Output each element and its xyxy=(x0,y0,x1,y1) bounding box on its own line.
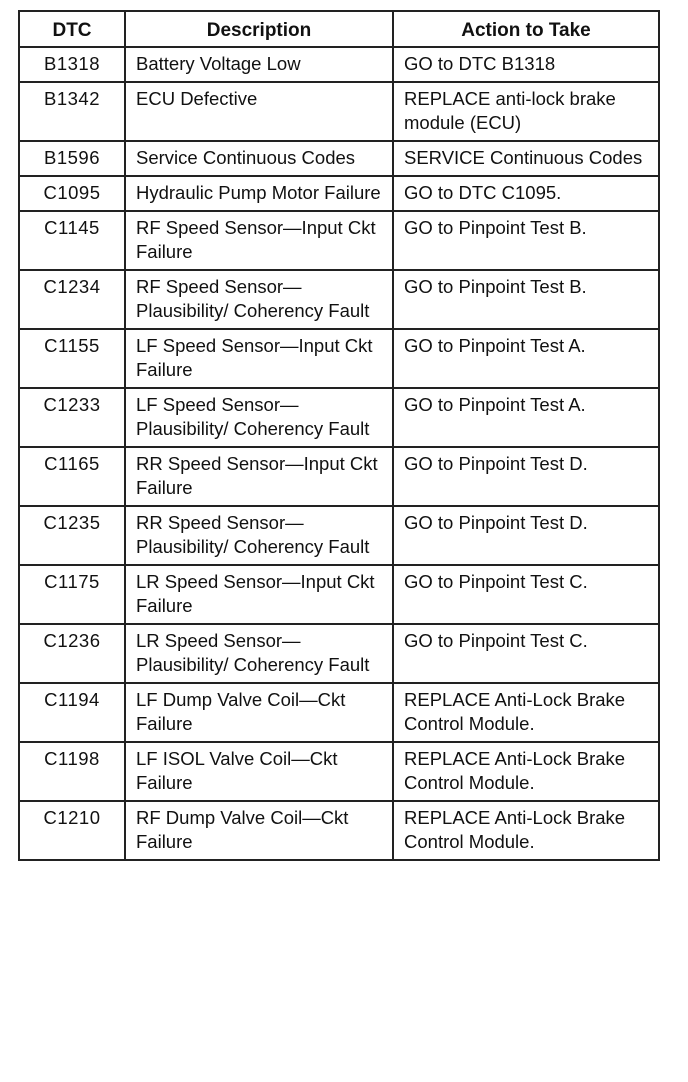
description-cell: RR Speed Sensor—Input Ckt Failure xyxy=(125,447,393,506)
table-row xyxy=(19,270,659,329)
action-cell: SERVICE Continuous Codes xyxy=(393,141,659,176)
dtc-code: C1233 xyxy=(19,388,125,447)
dtc-code: C1234 xyxy=(19,270,125,329)
table-row xyxy=(19,176,659,211)
description-cell: LF Speed Sensor—Input Ckt Failure xyxy=(125,329,393,388)
table-row xyxy=(19,211,659,270)
dtc-code: B1342 xyxy=(19,82,125,141)
action-cell: GO to Pinpoint Test A. xyxy=(393,329,659,388)
description-cell: LF ISOL Valve Coil—Ckt Failure xyxy=(125,742,393,801)
dtc-code: C1236 xyxy=(19,624,125,683)
table-row xyxy=(19,683,659,742)
description-cell: LR Speed Sensor—Plausibility/ Coherency Fault xyxy=(125,624,393,683)
action-cell: GO to Pinpoint Test B. xyxy=(393,270,659,329)
description-cell: RF Dump Valve Coil—Ckt Failure xyxy=(125,801,393,860)
action-cell: REPLACE Anti-Lock Brake Control Module. xyxy=(393,742,659,801)
description-cell: RF Speed Sensor—Plausibility/ Coherency Fault xyxy=(125,270,393,329)
dtc-code: C1165 xyxy=(19,447,125,506)
description-cell: Hydraulic Pump Motor Failure xyxy=(125,176,393,211)
header-description: Description xyxy=(125,11,393,47)
action-cell: GO to Pinpoint Test A. xyxy=(393,388,659,447)
dtc-code: C1145 xyxy=(19,211,125,270)
description-cell: LF Speed Sensor—Plausibility/ Coherency Fault xyxy=(125,388,393,447)
header-row xyxy=(19,11,659,47)
description-cell: Service Continuous Codes xyxy=(125,141,393,176)
table-row xyxy=(19,447,659,506)
header-dtc: DTC xyxy=(19,11,125,47)
header-action: Action to Take xyxy=(393,11,659,47)
action-cell: REPLACE Anti-Lock Brake Control Module. xyxy=(393,683,659,742)
action-cell: GO to Pinpoint Test B. xyxy=(393,211,659,270)
table-row xyxy=(19,742,659,801)
description-cell: ECU Defective xyxy=(125,82,393,141)
dtc-code: C1194 xyxy=(19,683,125,742)
dtc-code: C1210 xyxy=(19,801,125,860)
dtc-code: C1235 xyxy=(19,506,125,565)
action-cell: GO to Pinpoint Test D. xyxy=(393,506,659,565)
table-row xyxy=(19,141,659,176)
table-row xyxy=(19,624,659,683)
action-cell: GO to Pinpoint Test C. xyxy=(393,624,659,683)
action-cell: GO to DTC B1318 xyxy=(393,47,659,82)
action-cell: GO to Pinpoint Test C. xyxy=(393,565,659,624)
table-row xyxy=(19,506,659,565)
dtc-code: B1318 xyxy=(19,47,125,82)
table-row xyxy=(19,82,659,141)
description-cell: LF Dump Valve Coil—Ckt Failure xyxy=(125,683,393,742)
dtc-code: B1596 xyxy=(19,141,125,176)
description-cell: Battery Voltage Low xyxy=(125,47,393,82)
action-cell: REPLACE Anti-Lock Brake Control Module. xyxy=(393,801,659,860)
table-row xyxy=(19,329,659,388)
action-cell: GO to Pinpoint Test D. xyxy=(393,447,659,506)
table-row xyxy=(19,388,659,447)
dtc-code: C1198 xyxy=(19,742,125,801)
action-cell: GO to DTC C1095. xyxy=(393,176,659,211)
table-row xyxy=(19,801,659,860)
table-row xyxy=(19,565,659,624)
dtc-code: C1175 xyxy=(19,565,125,624)
dtc-table xyxy=(18,10,660,861)
description-cell: RR Speed Sensor—Plausibility/ Coherency Fault xyxy=(125,506,393,565)
description-cell: RF Speed Sensor—Input Ckt Failure xyxy=(125,211,393,270)
dtc-code: C1155 xyxy=(19,329,125,388)
description-cell: LR Speed Sensor—Input Ckt Failure xyxy=(125,565,393,624)
table-row xyxy=(19,47,659,82)
action-cell: REPLACE anti-lock brake module (ECU) xyxy=(393,82,659,141)
dtc-code: C1095 xyxy=(19,176,125,211)
